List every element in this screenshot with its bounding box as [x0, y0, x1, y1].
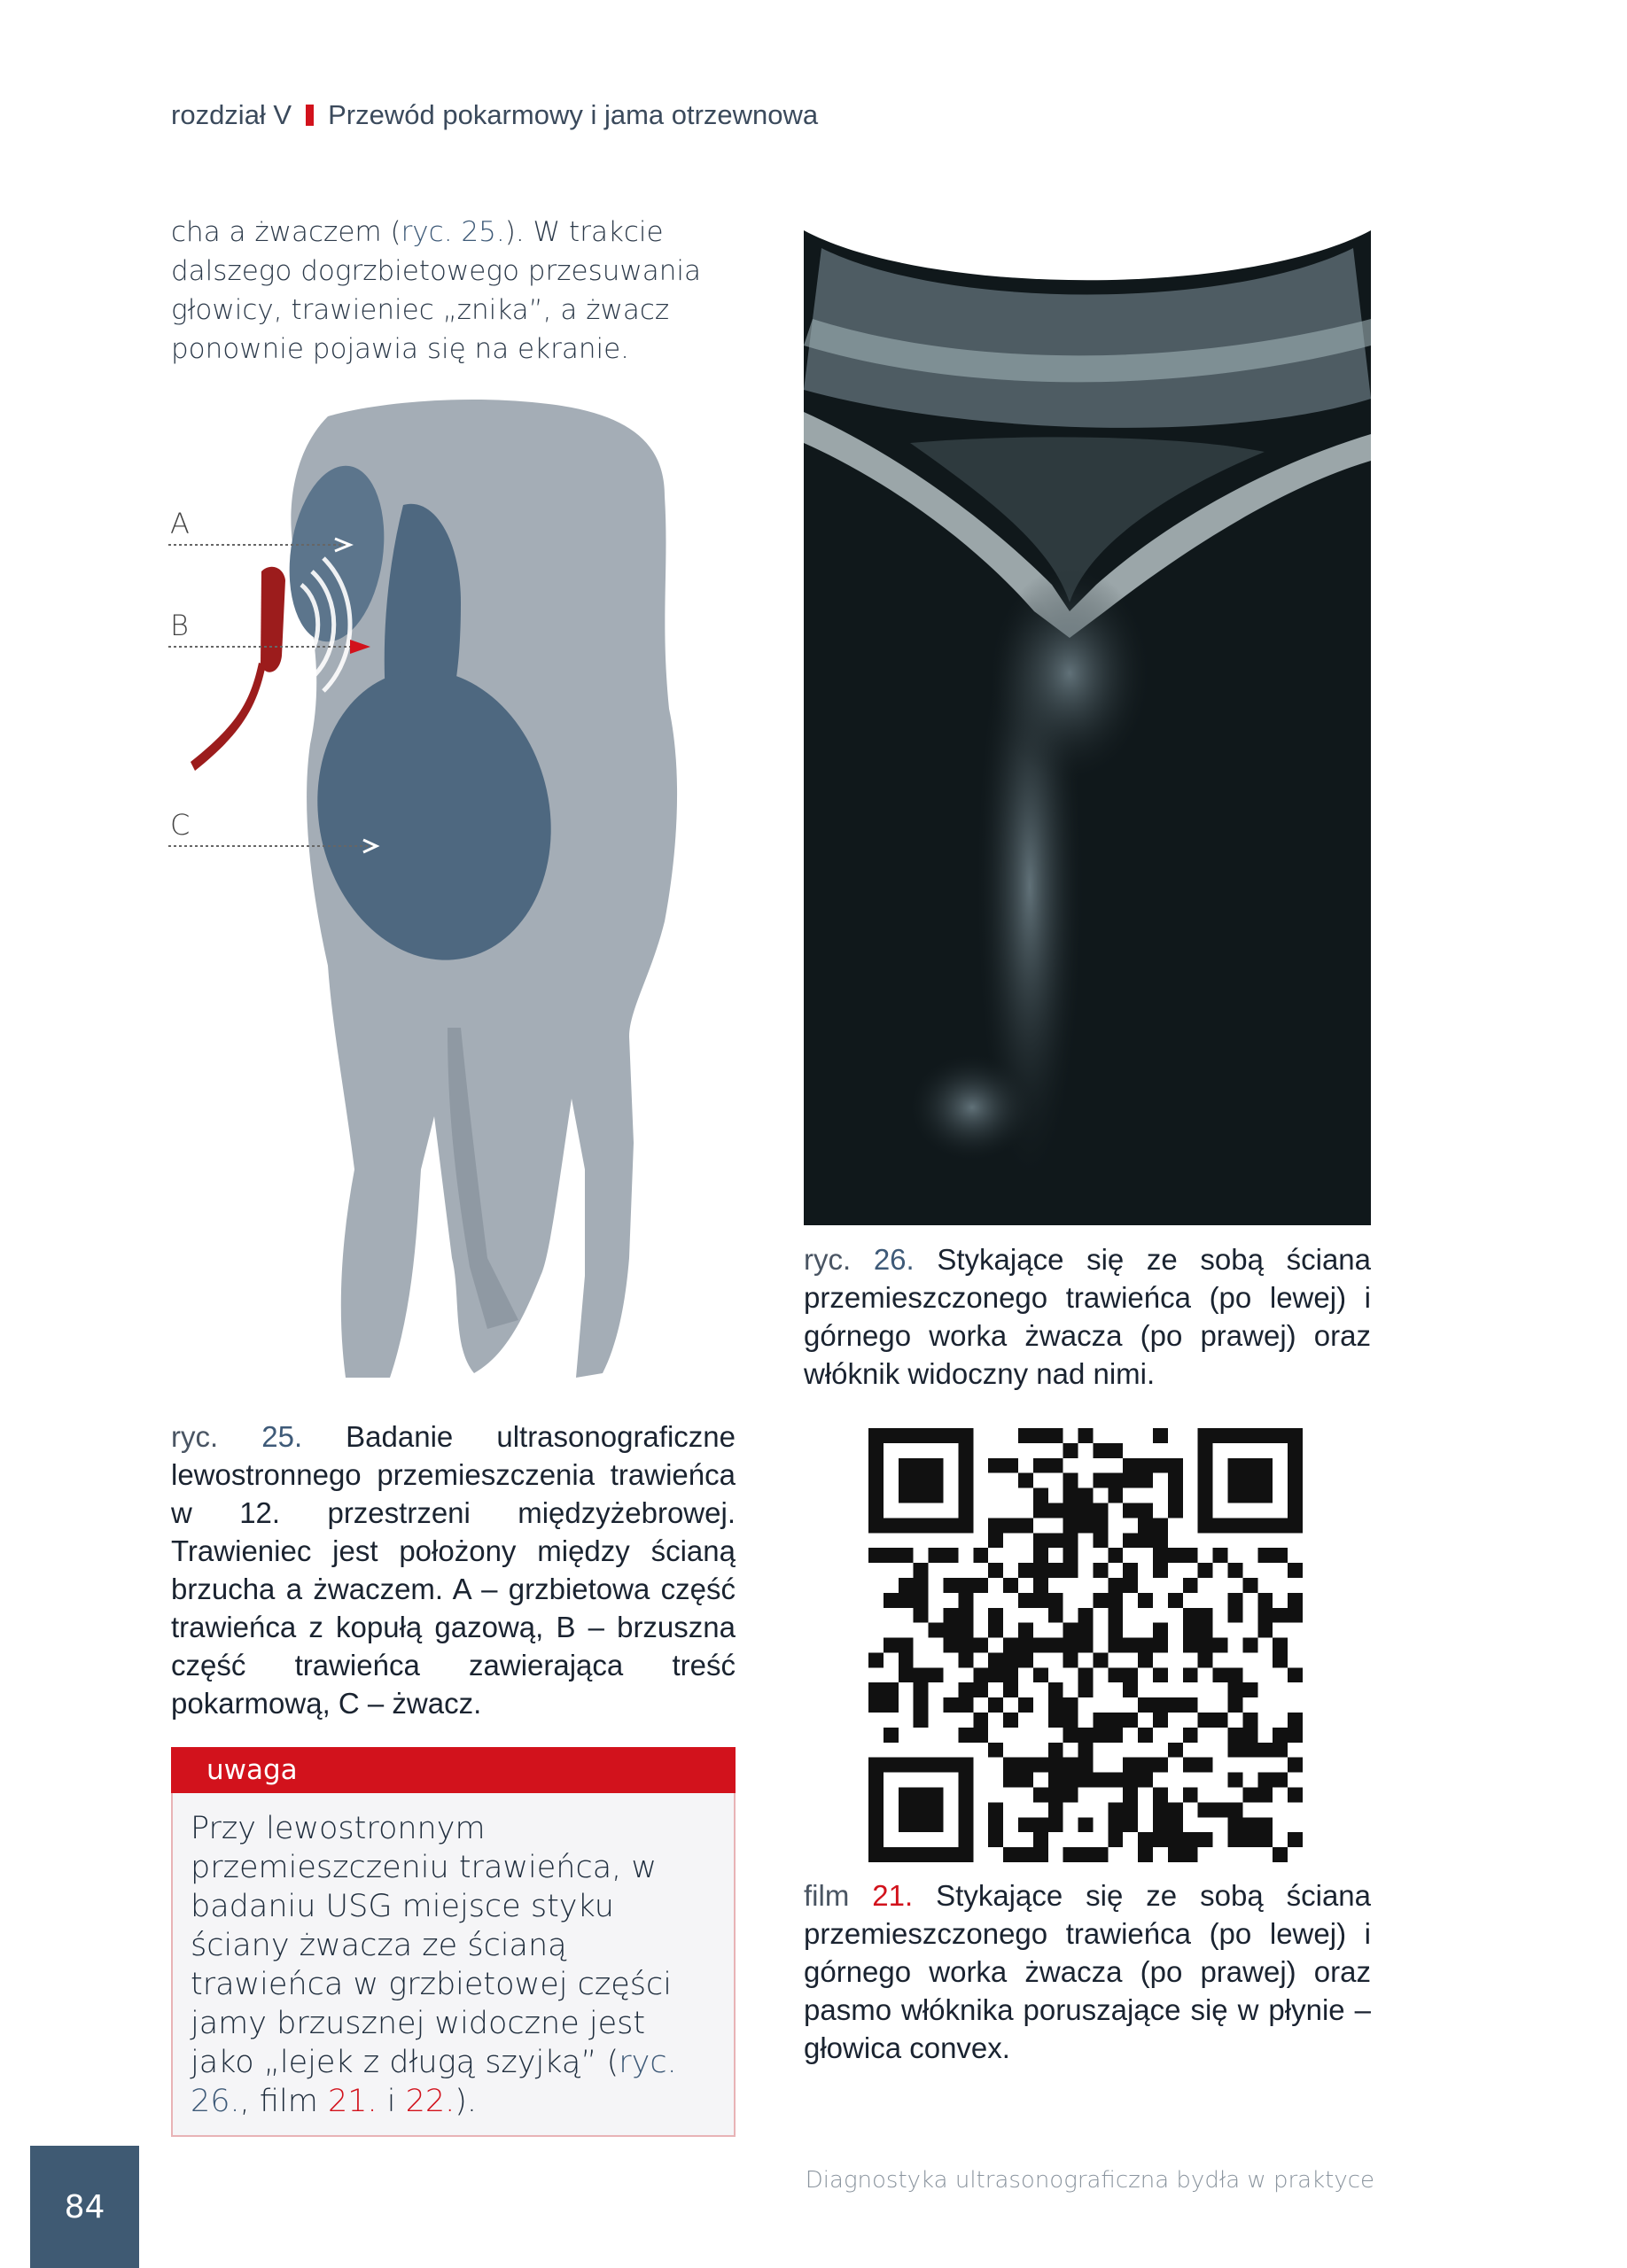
caption-number: 21.: [872, 1879, 914, 1912]
ref-number: 25.: [461, 216, 505, 248]
note-text: Przy lewostronnym przemieszczeniu trawieńca, w badaniu USG miejsce styku ściany żwacza ze ścianą trawieńca w grzbietowej części jamy brzusznej widoczne jest jako „lejek z długą szyjką” (: [191, 1811, 672, 2080]
caption-number: 26.: [873, 1243, 915, 1276]
cow-illustration: [168, 390, 744, 1400]
note-ref-film-21[interactable]: 21.: [327, 2084, 378, 2119]
caption-text: Stykające się ze sobą ściana przemieszczonego trawieńca (po lewej) i górnego worka żwacza (po prawej) oraz pasmo włóknika poruszające się w płynie – głowica convex.: [804, 1879, 1372, 2064]
label-b: B: [170, 609, 189, 642]
qr-code-svg: [868, 1428, 1303, 1862]
note-text-film: , film: [239, 2084, 318, 2119]
film21-caption: [804, 1876, 1371, 2067]
label-a: A: [170, 507, 190, 540]
ref-label: ryc.: [619, 2045, 677, 2080]
note-text-end: ).: [455, 2084, 478, 2119]
cow-rear-view-svg: [168, 390, 744, 1400]
note-heading: uwaga: [171, 1747, 736, 1793]
chapter-title: Przewód pokarmowy i jama otrzewnowa: [328, 99, 819, 130]
page-number: 84: [30, 2146, 139, 2268]
ultrasound-image: [804, 213, 1371, 1225]
caption-text: Badanie ultrasonograficzne lewostronnego przemieszczenia trawieńca w 12. przestrzeni międzyżebrowej. Trawieniec jest położony między ścianą brzucha a żwaczem. A – grzbietowa część trawieńca z kopułą gazową, B – brzuszna część trawieńca zawierająca treść pokarmową, C – żwacz.: [171, 1420, 736, 1720]
caption-prefix: ryc.: [171, 1420, 219, 1453]
caption-prefix: film: [804, 1879, 850, 1912]
header-separator: [306, 105, 314, 126]
figure25-caption: [171, 1418, 736, 1722]
intro-text-end: ). W trakcie dalszego dogrzbietowego przesuwania głowicy, trawieniec „znika”, a żwacz ponownie pojawia się na ekranie.: [171, 216, 701, 365]
ultrasound-svg: [804, 213, 1371, 1225]
qr-code[interactable]: [868, 1428, 1303, 1862]
caption-number: 25.: [261, 1420, 303, 1453]
note-box: [171, 1793, 736, 2137]
note-text-and: i: [377, 2084, 396, 2119]
intro-text-start: cha a żwaczem (: [171, 216, 401, 248]
note-ref-film-22[interactable]: 22.: [405, 2084, 455, 2119]
probe-cable: [191, 663, 266, 771]
running-header: [171, 99, 818, 131]
figure26-caption: [804, 1240, 1371, 1393]
chapter-label: rozdział V: [171, 99, 292, 130]
book-title: Diagnostyka ultrasonograficzna bydła w praktyce: [805, 2167, 1374, 2194]
caption-text: Stykające się ze sobą ściana przemieszczonego trawieńca (po lewej) i górnego worka żwacza (po prawej) oraz włóknik widoczny nad nimi.: [804, 1243, 1372, 1390]
ref-label: ryc.: [401, 216, 453, 248]
ref-number: 26.: [191, 2084, 240, 2119]
figure-ref-25[interactable]: [401, 216, 505, 248]
ultrasound-probe: [261, 567, 285, 672]
intro-paragraph: [171, 213, 738, 369]
label-c: C: [170, 808, 191, 842]
caption-prefix: ryc.: [804, 1243, 852, 1276]
